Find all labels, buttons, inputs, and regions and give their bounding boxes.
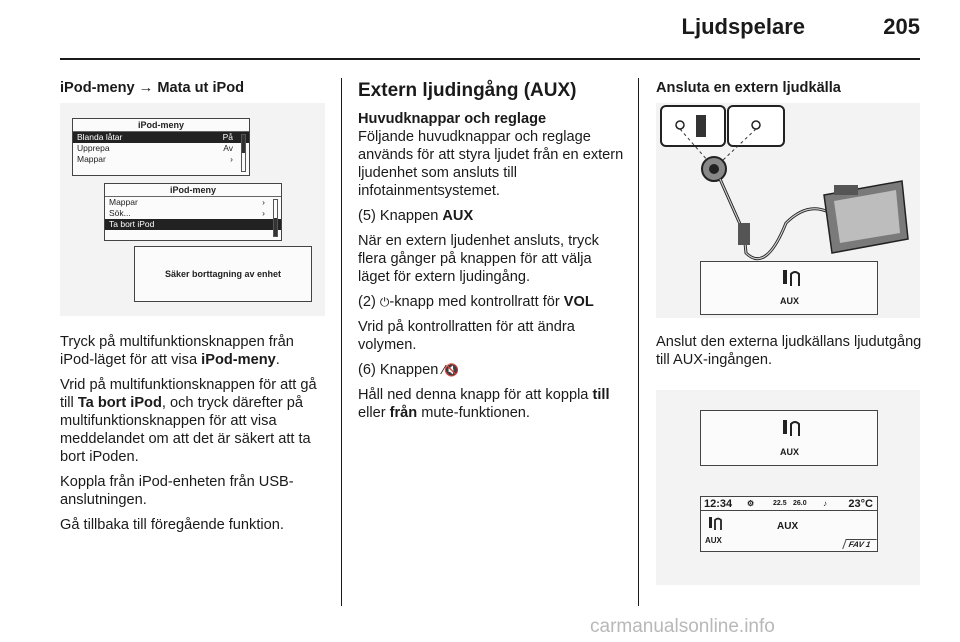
scrollbar: [273, 199, 278, 237]
mute-icon: ⁄🔇: [442, 363, 460, 377]
scrollbar: [241, 134, 246, 172]
column-3-text: [656, 333, 922, 376]
column-2: [358, 79, 624, 429]
aux-source-label: AUX: [705, 536, 722, 545]
screen-title: iPod-meny: [105, 184, 281, 197]
aux-center-label: AUX: [777, 521, 799, 532]
status-bar: [701, 497, 877, 511]
section-title: Extern ljudingång (AUX): [358, 80, 577, 101]
paragraph: Vrid på kontrollratten för att ändra volymen.: [358, 319, 575, 353]
subheading: Huvudknappar och reglage: [358, 111, 547, 127]
paragraph: Följande huvudknappar och reglage används för att styra ljudet från en extern ljudenhet som ansluts till infotainmentsystemet.: [358, 129, 624, 199]
menu-row: Ta bort iPod: [105, 219, 281, 230]
arrow-icon: →: [138, 80, 154, 96]
paragraph: Gå tillbaka till föregående funktion.: [60, 517, 284, 533]
paragraph: Tryck på multifunktionsknappen från iPod-läget för att visa iPod-meny.: [60, 334, 294, 368]
aux-plug-icon: [781, 268, 801, 290]
col1-heading-b: Mata ut iPod: [157, 80, 245, 96]
phone-icon: ♪: [823, 499, 827, 508]
settings-icon: ⚙: [747, 499, 755, 508]
paragraph: Koppla från iPod-enheten från USB-anslutningen.: [60, 474, 294, 508]
page-header-title: Ljudspelare: [681, 14, 805, 39]
aux-plug-icon: [781, 418, 801, 440]
aux-display-figure: [656, 390, 920, 585]
paragraph: Vrid på multifunktionsknappen för att gå till Ta bort iPod, och tryck därefter på multifunktionsknappen för att visa meddelandet om att det är säkert att ta bort iPoden.: [60, 377, 317, 465]
temp-left: 22.5: [773, 500, 787, 507]
col1-heading: [60, 79, 325, 97]
aux-display-screen: [700, 261, 878, 315]
menu-row: Mappar ›: [77, 154, 233, 164]
aux-connection-figure: [656, 103, 920, 318]
ipod-menu-screen-1: [72, 118, 250, 176]
column-1: [60, 79, 325, 97]
aux-label: AUX: [780, 447, 800, 457]
item-aux: (5) Knappen AUX: [358, 208, 474, 224]
column-divider-2: [638, 78, 639, 606]
screen-title: iPod-meny: [73, 119, 249, 132]
column-3: [656, 79, 922, 97]
page-number: 205: [883, 14, 920, 39]
menu-row: Blanda låtar På: [73, 132, 249, 143]
ipod-message-screen: [134, 246, 312, 302]
column-divider-1: [341, 78, 342, 606]
clock: 12:34: [704, 498, 733, 510]
menu-row: Sök... ›: [109, 208, 265, 218]
power-icon: ⏻: [379, 295, 390, 309]
aux-label: AUX: [780, 296, 800, 306]
outside-temp: 23°C: [848, 498, 873, 510]
favourite-tab[interactable]: FAV 1: [843, 539, 877, 549]
ipod-menu-figure: [60, 103, 325, 316]
menu-row: Mappar ›: [109, 197, 265, 207]
col1-heading-a: iPod-meny: [60, 80, 135, 96]
paragraph: När en extern ljudenhet ansluts, tryck flera gånger på knappen för att välja läget för extern ljudingång.: [358, 233, 599, 285]
aux-mode-screen: [700, 410, 878, 466]
temp-right: 26.0: [793, 500, 807, 507]
item-mute: (6) Knappen ⁄🔇: [358, 362, 460, 378]
infotainment-display: [700, 496, 878, 552]
aux-plug-icon: [707, 515, 725, 533]
col3-heading: Ansluta en extern ljudkälla: [656, 80, 841, 96]
watermark: carmanualsonline.info: [590, 616, 775, 637]
ipod-menu-screen-2: [104, 183, 282, 241]
item-vol: (2) ⏻-knapp med kontrollratt för VOL: [358, 294, 594, 310]
column-1-text: [60, 333, 330, 541]
menu-row: Upprepa Av: [77, 143, 233, 153]
header-rule: [60, 58, 920, 60]
paragraph: Håll ned denna knapp för att koppla till eller från mute-funktionen.: [358, 387, 610, 421]
paragraph: Anslut den externa ljudkällans ljudutgång till AUX-ingången.: [656, 334, 922, 368]
safe-removal-message: Säker borttagning av enhet: [164, 269, 282, 279]
